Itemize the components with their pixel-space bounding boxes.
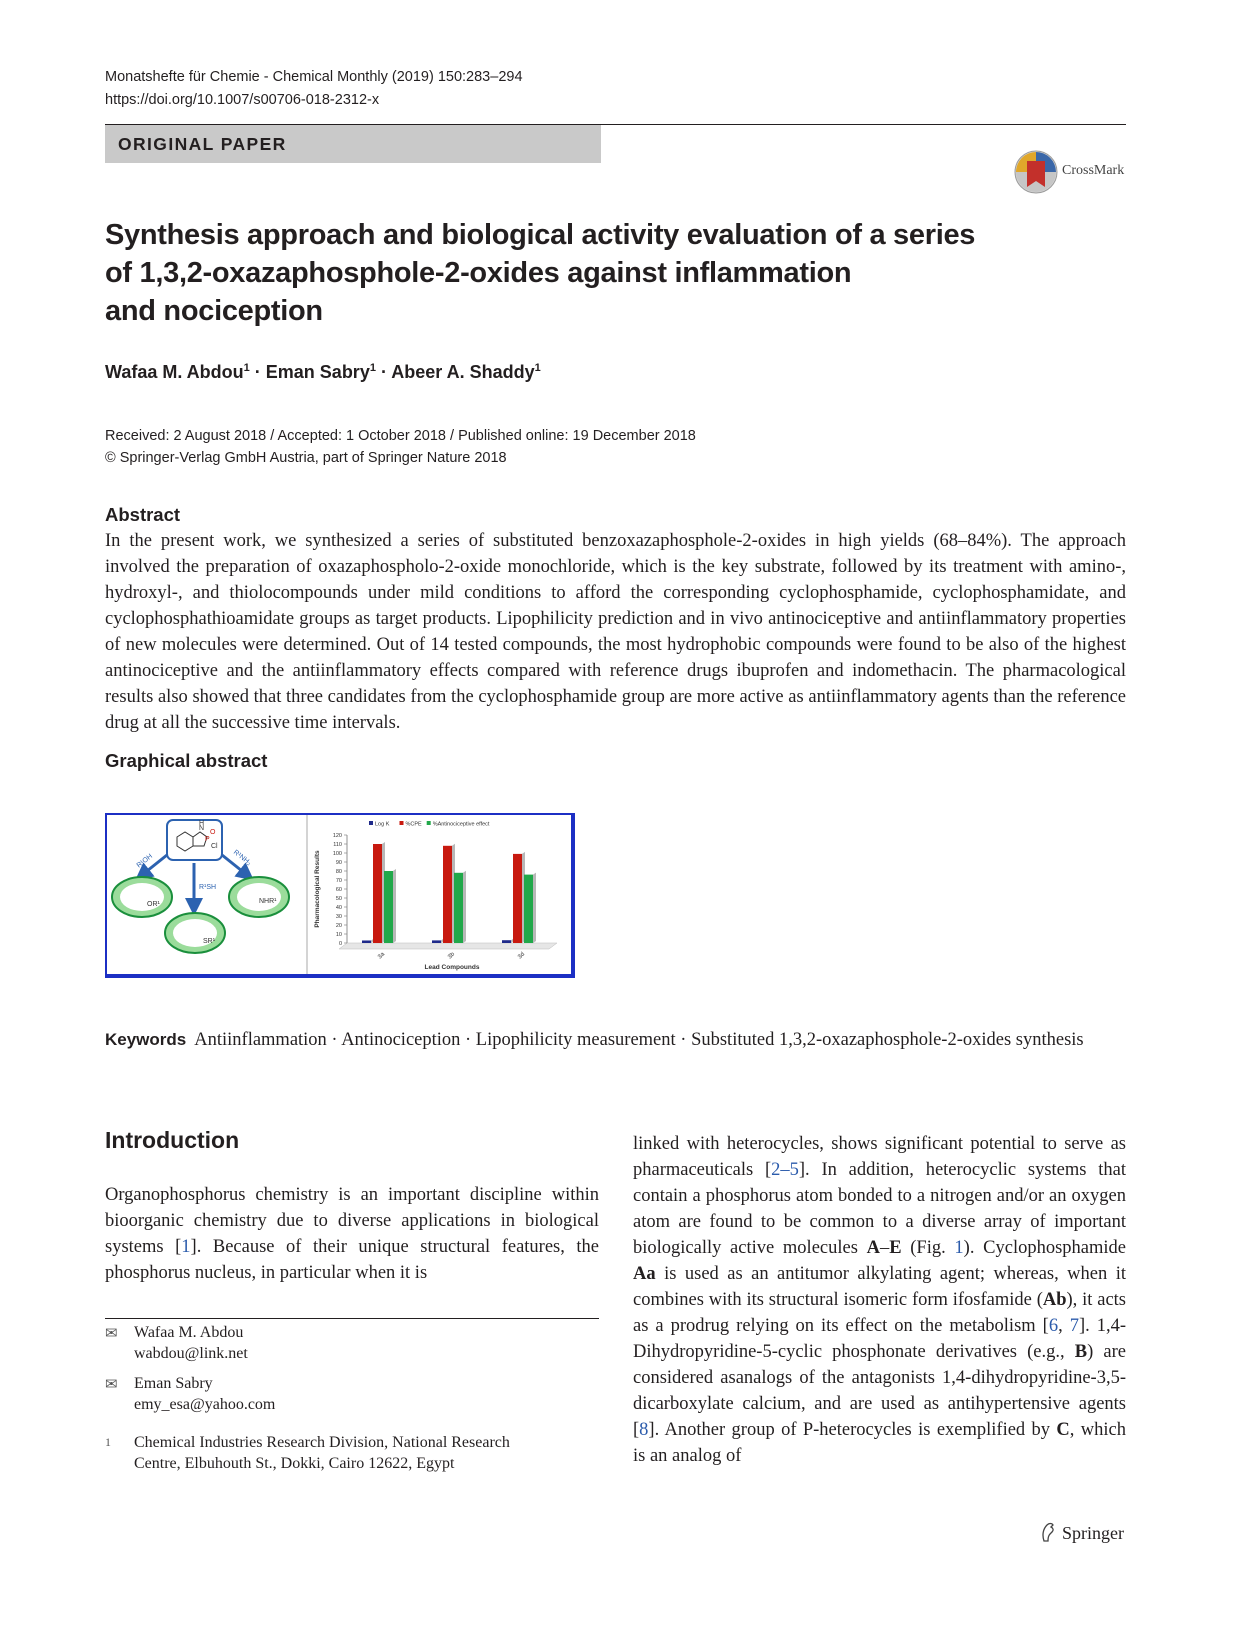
legend-swatch [369,821,373,825]
abstract-text: In the present work, we synthesized a series of substituted benzoxazaphosphole-2-oxides in high yields (68–84%). The approach involved the preparation of oxazaphospholo-2-oxide monochloride, which is the key substrate, followed by its treatment with amino-, hydroxyl-, and thiolocompounds under mild conditions to afford the corresponding cyclophosphamide, cyclophosphamidate, and cyclophosphathioamidate groups as target products. Lipophilicity prediction and in vivo antinociceptive and antiinflammatory properties of new molecules were determined. Out of 14 tested compounds, the most hydrophobic compounds were found to be also of the highest antinociceptive and the antiinflammatory effects compared with reference drugs ibuprofen and indomethacin. The pharmacological results also showed that three candidates from the cyclophosphamide group are more active as antiinflammatory agents than the reference drug at all the successive time intervals. [105,531,1126,733]
compound-label: C [1056,1420,1070,1440]
bar-3a-2 [384,871,393,943]
contact-email[interactable]: emy_esa@yahoo.com [134,1396,276,1413]
keywords-block [105,1027,1126,1053]
compound-label: B [1074,1342,1088,1362]
bar-3b-1 [443,846,452,943]
citation-link[interactable]: 8 [639,1420,649,1440]
intro-text: ]. In addition, heterocyclic systems that contain a phosphorus atom bonded to a nitrogen and/or an oxygen atom are found to be common to a diverse array of important biologically active molecules [633,1160,1126,1258]
citation-link[interactable]: 7 [1069,1316,1079,1336]
author-separator: · [375,362,392,382]
legend-label: %Antinociceptive effect [432,821,490,828]
reagent-rsh: R¹SH [199,884,217,891]
intro-text: , [1058,1316,1070,1336]
x-tick-label: 3a [377,951,387,961]
envelope-icon: ✉ [105,1377,118,1393]
crossmark-label: CrossMark [1062,163,1125,178]
chart-floor [339,943,557,949]
springer-horse-icon [1038,1521,1058,1543]
compound-label: Aa [633,1264,656,1284]
y-tick-label: 50 [335,896,342,902]
legend-swatch [400,821,404,825]
product-label-sr: SR¹ [203,938,216,945]
article-type-banner: ORIGINAL PAPER [105,125,601,163]
x-tick-label: 3d [517,951,527,961]
bar-chart [314,821,557,971]
x-axis-title: Lead Compounds [424,964,480,971]
affiliation-number: 1 [105,1435,111,1449]
compound-label: E [889,1238,902,1258]
y-tick-label: 70 [335,878,342,884]
title-line: of 1,3,2-oxazaphosphole-2-oxides against inflammation [105,257,852,289]
intro-text: linked with heterocycles, shows significant potential to serve as pharmaceuticals [ [633,1134,1126,1180]
keywords-text: Antiinflammation · Antinociception · Lipophilicity measurement · Substituted 1,3,2-oxazaphosphole-2-oxides synthesis [194,1030,1084,1050]
reaction-scheme [112,820,289,953]
legend-swatch [427,821,431,825]
bar-3a-0 [362,940,371,943]
author-list [105,362,541,383]
intro-text: , which is an analog of [633,1420,1127,1466]
bar-3d-0 [502,940,511,943]
bar-side-3d-2 [533,873,536,943]
contact-email[interactable]: wabdou@link.net [134,1345,248,1362]
y-axis-title: Pharmacological Results [314,850,321,928]
y-tick-label: 20 [335,923,342,929]
intro-text: ]. 1,4-Dihydropyridine-5-cyclic phosphonate derivatives (e.g., [633,1316,1127,1362]
footnote-rule [105,1318,599,1319]
label-n: N [199,825,205,832]
citation-link[interactable]: 1 [181,1237,191,1257]
copyright-line: © Springer-Verlag GmbH Austria, part of Springer Nature 2018 [105,450,507,466]
citation-link[interactable]: 2–5 [771,1160,799,1180]
publisher-logo [1038,1521,1124,1544]
substrate-box [167,820,222,860]
intro-column-left [105,1182,599,1286]
y-tick-label: 60 [335,887,342,893]
y-tick-label: 120 [332,833,342,839]
title-line: Synthesis approach and biological activity evaluation of a series [105,219,976,251]
contact-footnote [105,1373,599,1417]
article-title [105,216,1005,330]
y-tick-label: 100 [332,851,342,857]
y-tick-label: 10 [335,932,342,938]
author-affiliation-mark: 1 [534,362,541,374]
history-dates: Received: 2 August 2018 / Accepted: 1 October 2018 / Published online: 19 December 2018 [105,428,696,444]
affiliation-line: Chemical Industries Research Division, National Research [134,1434,510,1451]
publication-dates [105,425,696,469]
intro-text: ). Cyclophosphamide [963,1238,1126,1258]
product-label-or: OR¹ [147,901,160,908]
author-name[interactable]: Eman Sabry [265,362,370,382]
bar-3a-1 [373,844,382,943]
contact-footnote [105,1322,599,1366]
bar-side-3b-2 [463,871,466,943]
x-tick-label: 3b [447,951,457,961]
product-label-nhr: NHR¹ [259,898,277,905]
citation-link[interactable]: 6 [1048,1316,1059,1336]
reagent-rnh2: R¹NH₂ [231,848,253,867]
author-name[interactable]: Abeer A. Shaddy [391,362,535,382]
intro-text: ), it acts as a prodrug relying on its effect on the metabolism [ [633,1290,1126,1336]
affiliation-line: Centre, Elbuhouth St., Dokki, Cairo 12622, Egypt [134,1455,455,1472]
contact-name: Wafaa M. Abdou [134,1324,244,1341]
author-affiliation-mark: 1 [243,362,250,374]
intro-text: ]. Because of their unique structural features, the phosphorus nucleus, in particular when it is [105,1237,600,1283]
publisher-name: Springer [1062,1523,1124,1543]
intro-text: (Fig. [901,1238,955,1258]
bar-side-3a-2 [393,869,396,943]
author-affiliation-mark: 1 [369,362,376,374]
envelope-icon: ✉ [105,1326,118,1342]
bar-3d-1 [513,854,522,943]
keywords-label: Keywords [105,1030,187,1049]
reagent-roh: R¹OH [135,852,155,870]
intro-text: ) are considered asanalogs of the antagonists 1,4-dihydropyridine-3,5-dicarboxylate calcium, and are used as antihypertensive agents [ [633,1342,1127,1440]
introduction-heading: Introduction [105,1127,240,1153]
journal-header [105,66,523,112]
crossmark-badge[interactable] [1013,149,1133,195]
legend-label: %CPE [405,821,422,828]
y-tick-label: 0 [338,941,342,947]
citation-link[interactable]: 1 [954,1238,964,1258]
compound-label: Ab [1042,1290,1067,1310]
intro-text: Organophosphorus chemistry is an important discipline within bioorganic chemistry due to diverse applications in biological systems [ [105,1185,599,1257]
label-p: P [205,836,210,843]
bar-3b-0 [432,940,441,943]
abstract-heading: Abstract [105,504,181,525]
graphical-abstract-heading: Graphical abstract [105,750,268,771]
label-cl: Cl [211,843,218,850]
intro-text: ]. Another group of P-heterocycles is exemplified by [648,1420,1057,1440]
graphical-abstract-figure [105,813,575,978]
crossmark-icon [1013,149,1059,195]
label-h: H [199,820,205,827]
title-line: and nociception [105,295,323,327]
journal-citation: Monatshefte für Chemie - Chemical Monthly (2019) 150:283–294 [105,69,523,85]
graphical-abstract-svg [107,815,571,974]
y-tick-label: 110 [333,842,342,848]
intro-column-right [633,1131,1126,1469]
y-tick-label: 30 [335,914,342,920]
label-o: O [210,829,216,836]
author-separator: · [249,362,266,382]
intro-text: – [879,1238,890,1258]
doi-link[interactable]: https://doi.org/10.1007/s00706-018-2312-x [105,92,380,108]
bar-3b-2 [454,873,463,943]
contact-name: Eman Sabry [134,1375,213,1392]
bar-3d-2 [524,875,533,943]
y-tick-label: 40 [335,905,342,911]
y-tick-label: 90 [335,860,342,866]
intro-text: is used as an antitumor alkylating agent; whereas, when it combines with its structural isomeric form ifosfamide ( [633,1264,1126,1310]
compound-label: A [866,1238,880,1258]
author-name[interactable]: Wafaa M. Abdou [105,362,244,382]
legend-label: Log K [375,821,390,828]
y-tick-label: 80 [335,869,342,875]
affiliation-footnote [105,1432,599,1476]
